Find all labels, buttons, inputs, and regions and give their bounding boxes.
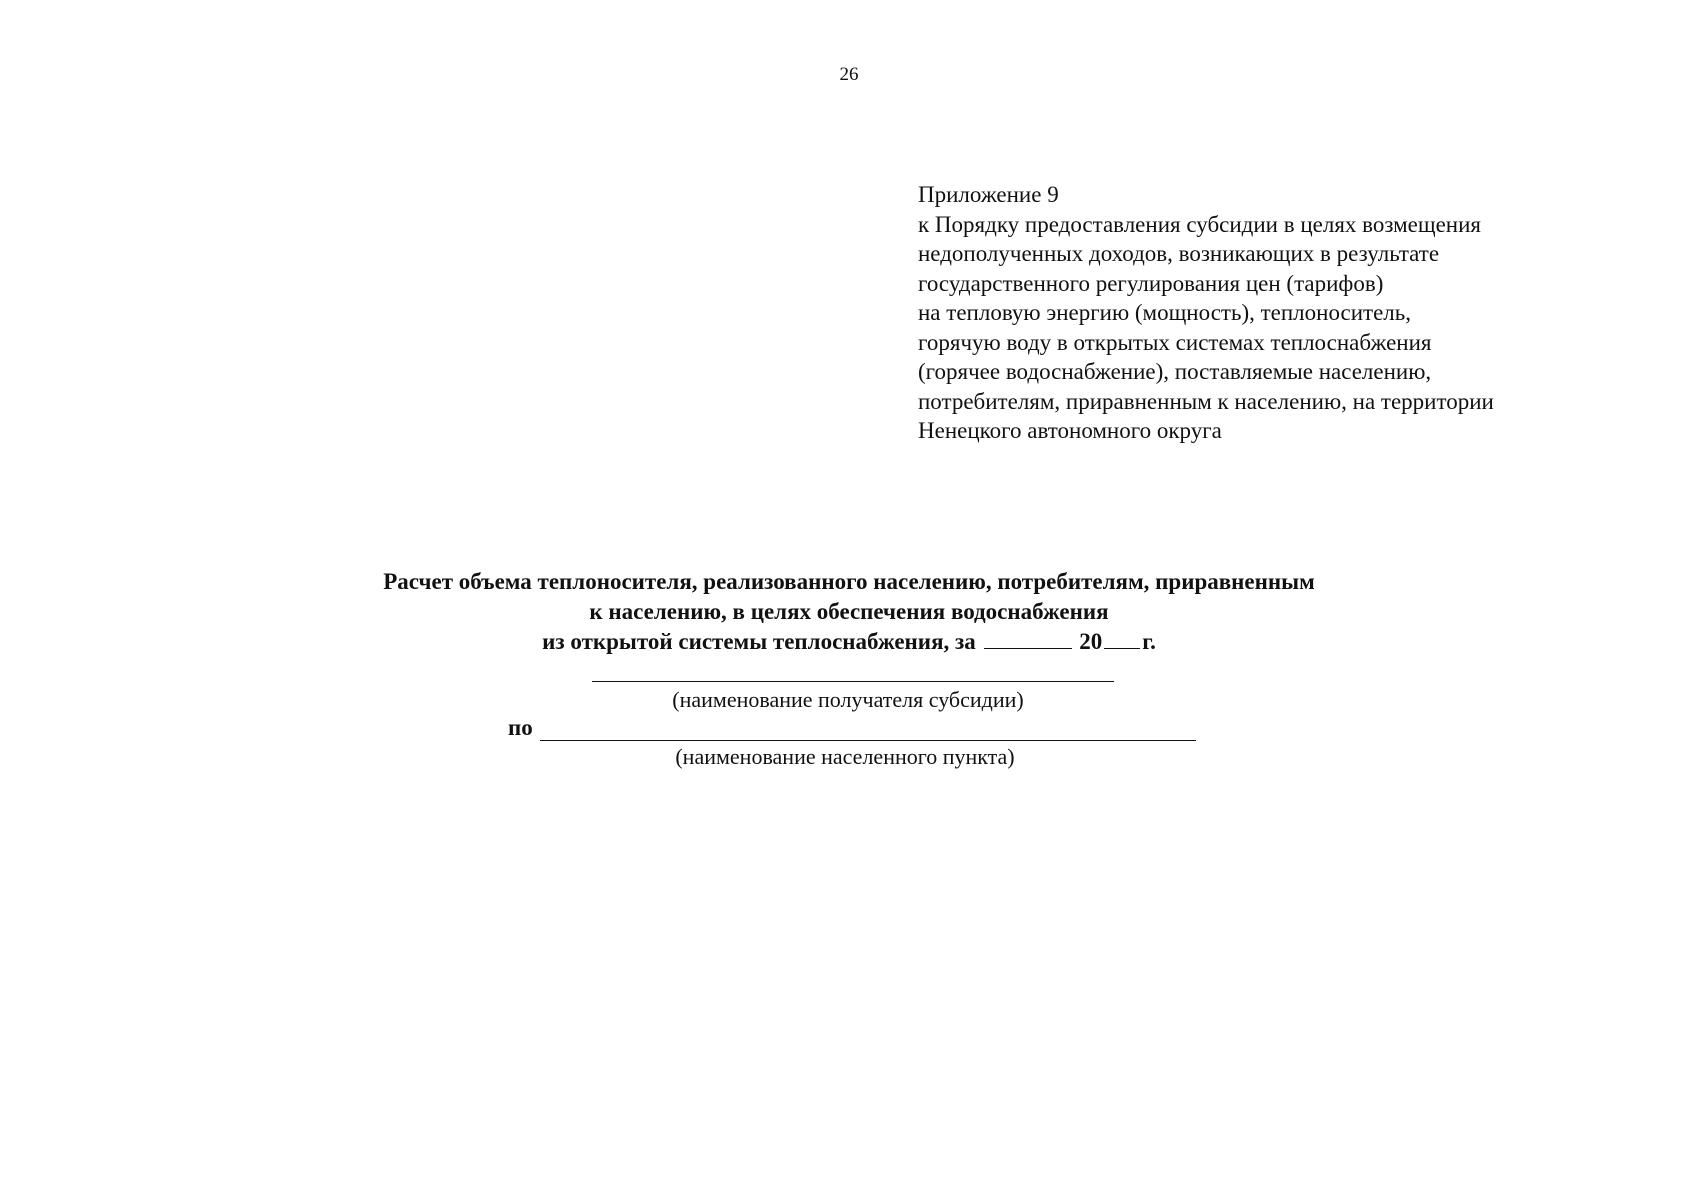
- year-prefix: 20: [1079, 629, 1103, 654]
- recipient-caption: (наименование получателя субсидии): [672, 687, 1024, 712]
- appendix-line: на тепловую энергию (мощность), теплоноситель,: [918, 300, 1412, 325]
- appendix-line: к Порядку предоставления субсидии в целях возмещения: [918, 211, 1482, 237]
- settlement-prefix: по: [508, 715, 533, 740]
- year-suffix: г.: [1142, 629, 1156, 654]
- appendix-line: (горячее водоснабжение), поставляемые населению,: [918, 359, 1432, 384]
- recipient-name-field[interactable]: [592, 681, 1114, 682]
- title-line-3: [0, 626, 1698, 657]
- month-blank-field[interactable]: [984, 626, 1072, 649]
- appendix-heading: Приложение 9: [918, 182, 1059, 207]
- appendix-line: Ненецкого автономного округа: [918, 418, 1222, 443]
- document-title: [0, 567, 1698, 657]
- settlement-name-field[interactable]: [540, 740, 1196, 741]
- title-line-1: Расчет объема теплоносителя, реализованного населению, потребителям, приравненным: [383, 569, 1315, 594]
- year-blank-field[interactable]: [1104, 626, 1140, 649]
- title-line-2: к населению, в целях обеспечения водоснабжения: [589, 598, 1109, 624]
- appendix-line: горячую воду в открытых системах теплоснабжения: [918, 329, 1432, 355]
- appendix-line: недополученных доходов, возникающих в результате: [918, 241, 1440, 266]
- title-period-label: из открытой системы теплоснабжения, за: [542, 629, 976, 654]
- appendix-line: государственного регулирования цен (тарифов): [918, 270, 1384, 296]
- page-number: 26: [839, 64, 859, 85]
- settlement-caption: (наименование населенного пункта): [675, 744, 1015, 769]
- appendix-block: [918, 180, 1638, 446]
- appendix-line: потребителям, приравненным к населению, на территории: [918, 388, 1494, 414]
